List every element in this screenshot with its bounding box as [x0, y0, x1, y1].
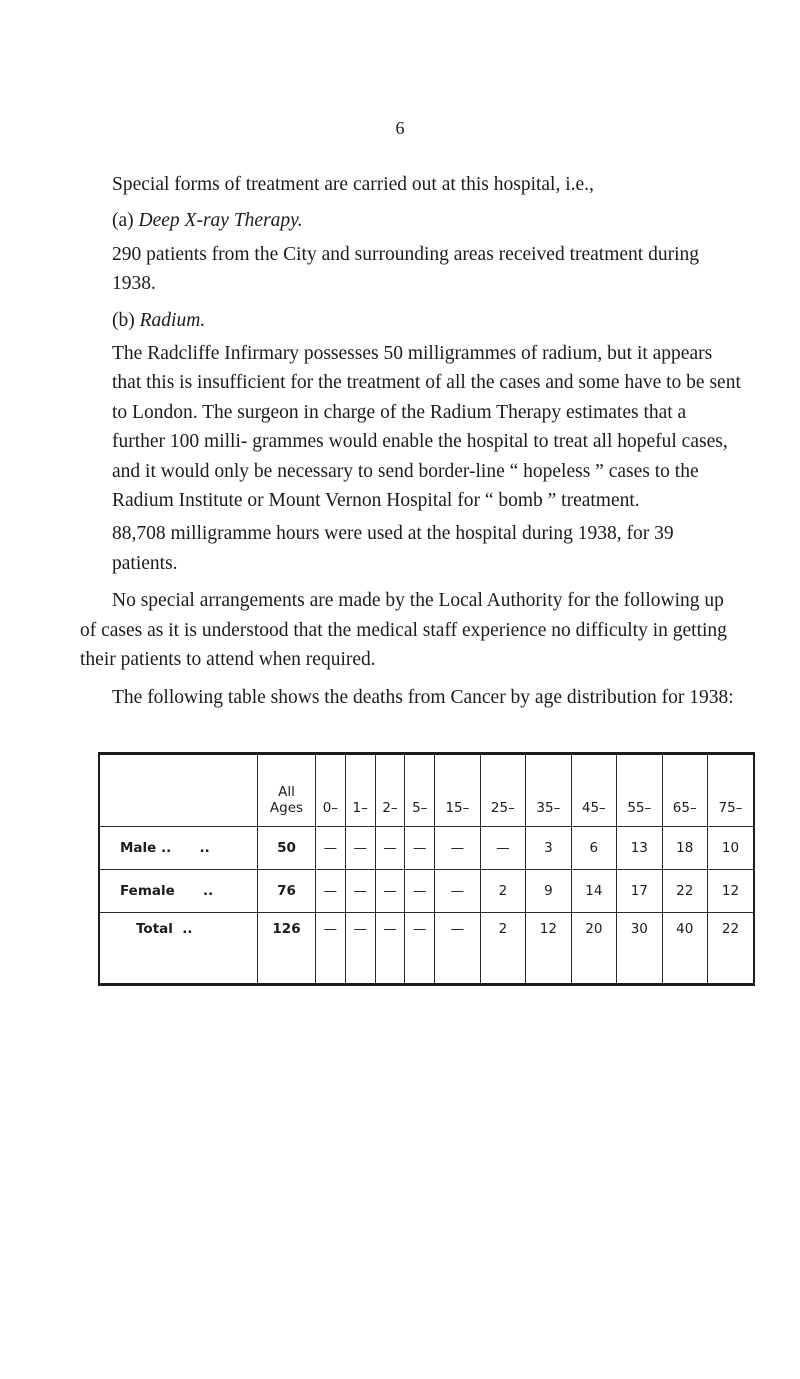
header-age-group: 2–: [375, 754, 405, 827]
table-cell: 14: [571, 870, 616, 913]
table-cell: —: [316, 827, 346, 870]
table-cell: —: [435, 870, 480, 913]
row-label: Male .. ..: [99, 827, 258, 870]
table-cell: —: [345, 913, 375, 985]
page-number: 6: [395, 118, 405, 138]
item-b-label: (b): [112, 309, 135, 331]
table-cell: 3: [526, 827, 571, 870]
item-b-paragraph-1: The Radcliffe Infirmary possesses 50 milligrammes of radium, but it appears that this is insufficient for the treatment of all the cases and some have to be sent to London. The surgeon in charge of the Radium Therapy estimates that a further 100 milli- grammes would enable the hospital to treat all hopeful cases, and it would only be necessary to send border-line “ hopeless ” cases to the Radium Institute or Mount Vernon Hospital for “ bomb ” treatment.: [112, 343, 741, 512]
table-cell: 12: [526, 913, 571, 985]
table-cell: —: [405, 827, 435, 870]
header-age-group: 25–: [480, 754, 525, 827]
table-cell: 20: [571, 913, 616, 985]
cell-all-ages: 76: [258, 870, 316, 913]
header-age-group: 0–: [316, 754, 346, 827]
document-body: [0, 170, 800, 712]
header-age-group: 65–: [662, 754, 707, 827]
header-all-line2: Ages: [269, 800, 304, 816]
header-age-group: 1–: [345, 754, 375, 827]
table-row-total: [99, 913, 754, 985]
table-row-male: [99, 827, 754, 870]
table-header-row: [99, 754, 754, 827]
item-b-heading: [112, 306, 800, 335]
table-intro-paragraph: The following table shows the deaths from Cancer by age distribution for 1938:: [112, 686, 734, 708]
header-age-group: 45–: [571, 754, 616, 827]
table-cell: —: [405, 913, 435, 985]
table-row-female: [99, 870, 754, 913]
table-cell: 13: [617, 827, 662, 870]
table-cell: 22: [662, 870, 707, 913]
table-cell: —: [316, 870, 346, 913]
header-blank-cell: [99, 754, 258, 827]
table-cell: —: [480, 827, 525, 870]
cancer-deaths-table: [98, 752, 755, 986]
item-a-title: Deep X-ray Therapy.: [138, 210, 303, 232]
row-label: Total ..: [99, 913, 258, 985]
table-cell: 12: [708, 870, 755, 913]
header-age-group: 35–: [526, 754, 571, 827]
table-cell: 6: [571, 827, 616, 870]
header-age-group: 75–: [708, 754, 755, 827]
item-a-label: (a): [112, 210, 134, 232]
table-cell: —: [316, 913, 346, 985]
table-cell: —: [345, 827, 375, 870]
table-cell: —: [375, 827, 405, 870]
item-a-heading: [112, 206, 800, 235]
header-all-ages: [258, 754, 316, 827]
table-cell: 2: [480, 870, 525, 913]
table-cell: 2: [480, 913, 525, 985]
table-cell: —: [345, 870, 375, 913]
item-b-paragraph-2: 88,708 milligramme hours were used at the hospital during 1938, for 39 patients.: [112, 523, 674, 574]
header-age-group: 5–: [405, 754, 435, 827]
row-label: Female ..: [99, 870, 258, 913]
arrangements-paragraph: No special arrangements are made by the Local Authority for the following up of cases as it is understood that the medical staff experience no difficulty in getting their patients to attend when required.: [80, 590, 727, 671]
table-cell: 9: [526, 870, 571, 913]
table-cell: 10: [708, 827, 755, 870]
table-cell: 18: [662, 827, 707, 870]
table-cell: —: [435, 827, 480, 870]
cell-all-ages: 50: [258, 827, 316, 870]
table-cell: 17: [617, 870, 662, 913]
item-a-paragraph: 290 patients from the City and surrounding areas received treatment during 1938.: [112, 243, 699, 295]
table-cell: —: [375, 870, 405, 913]
item-b-title: Radium.: [139, 309, 206, 331]
table-cell: 40: [662, 913, 707, 985]
table-cell: —: [405, 870, 435, 913]
table-cell: —: [375, 913, 405, 985]
header-age-group: 55–: [617, 754, 662, 827]
cell-all-ages: 126: [258, 913, 316, 985]
header-age-group: 15–: [435, 754, 480, 827]
table-cell: —: [435, 913, 480, 985]
table-cell: 22: [708, 913, 755, 985]
intro-paragraph: Special forms of treatment are carried out at this hospital, i.e.,: [112, 174, 594, 195]
table-cell: 30: [617, 913, 662, 985]
header-all-line1: All: [278, 784, 295, 800]
